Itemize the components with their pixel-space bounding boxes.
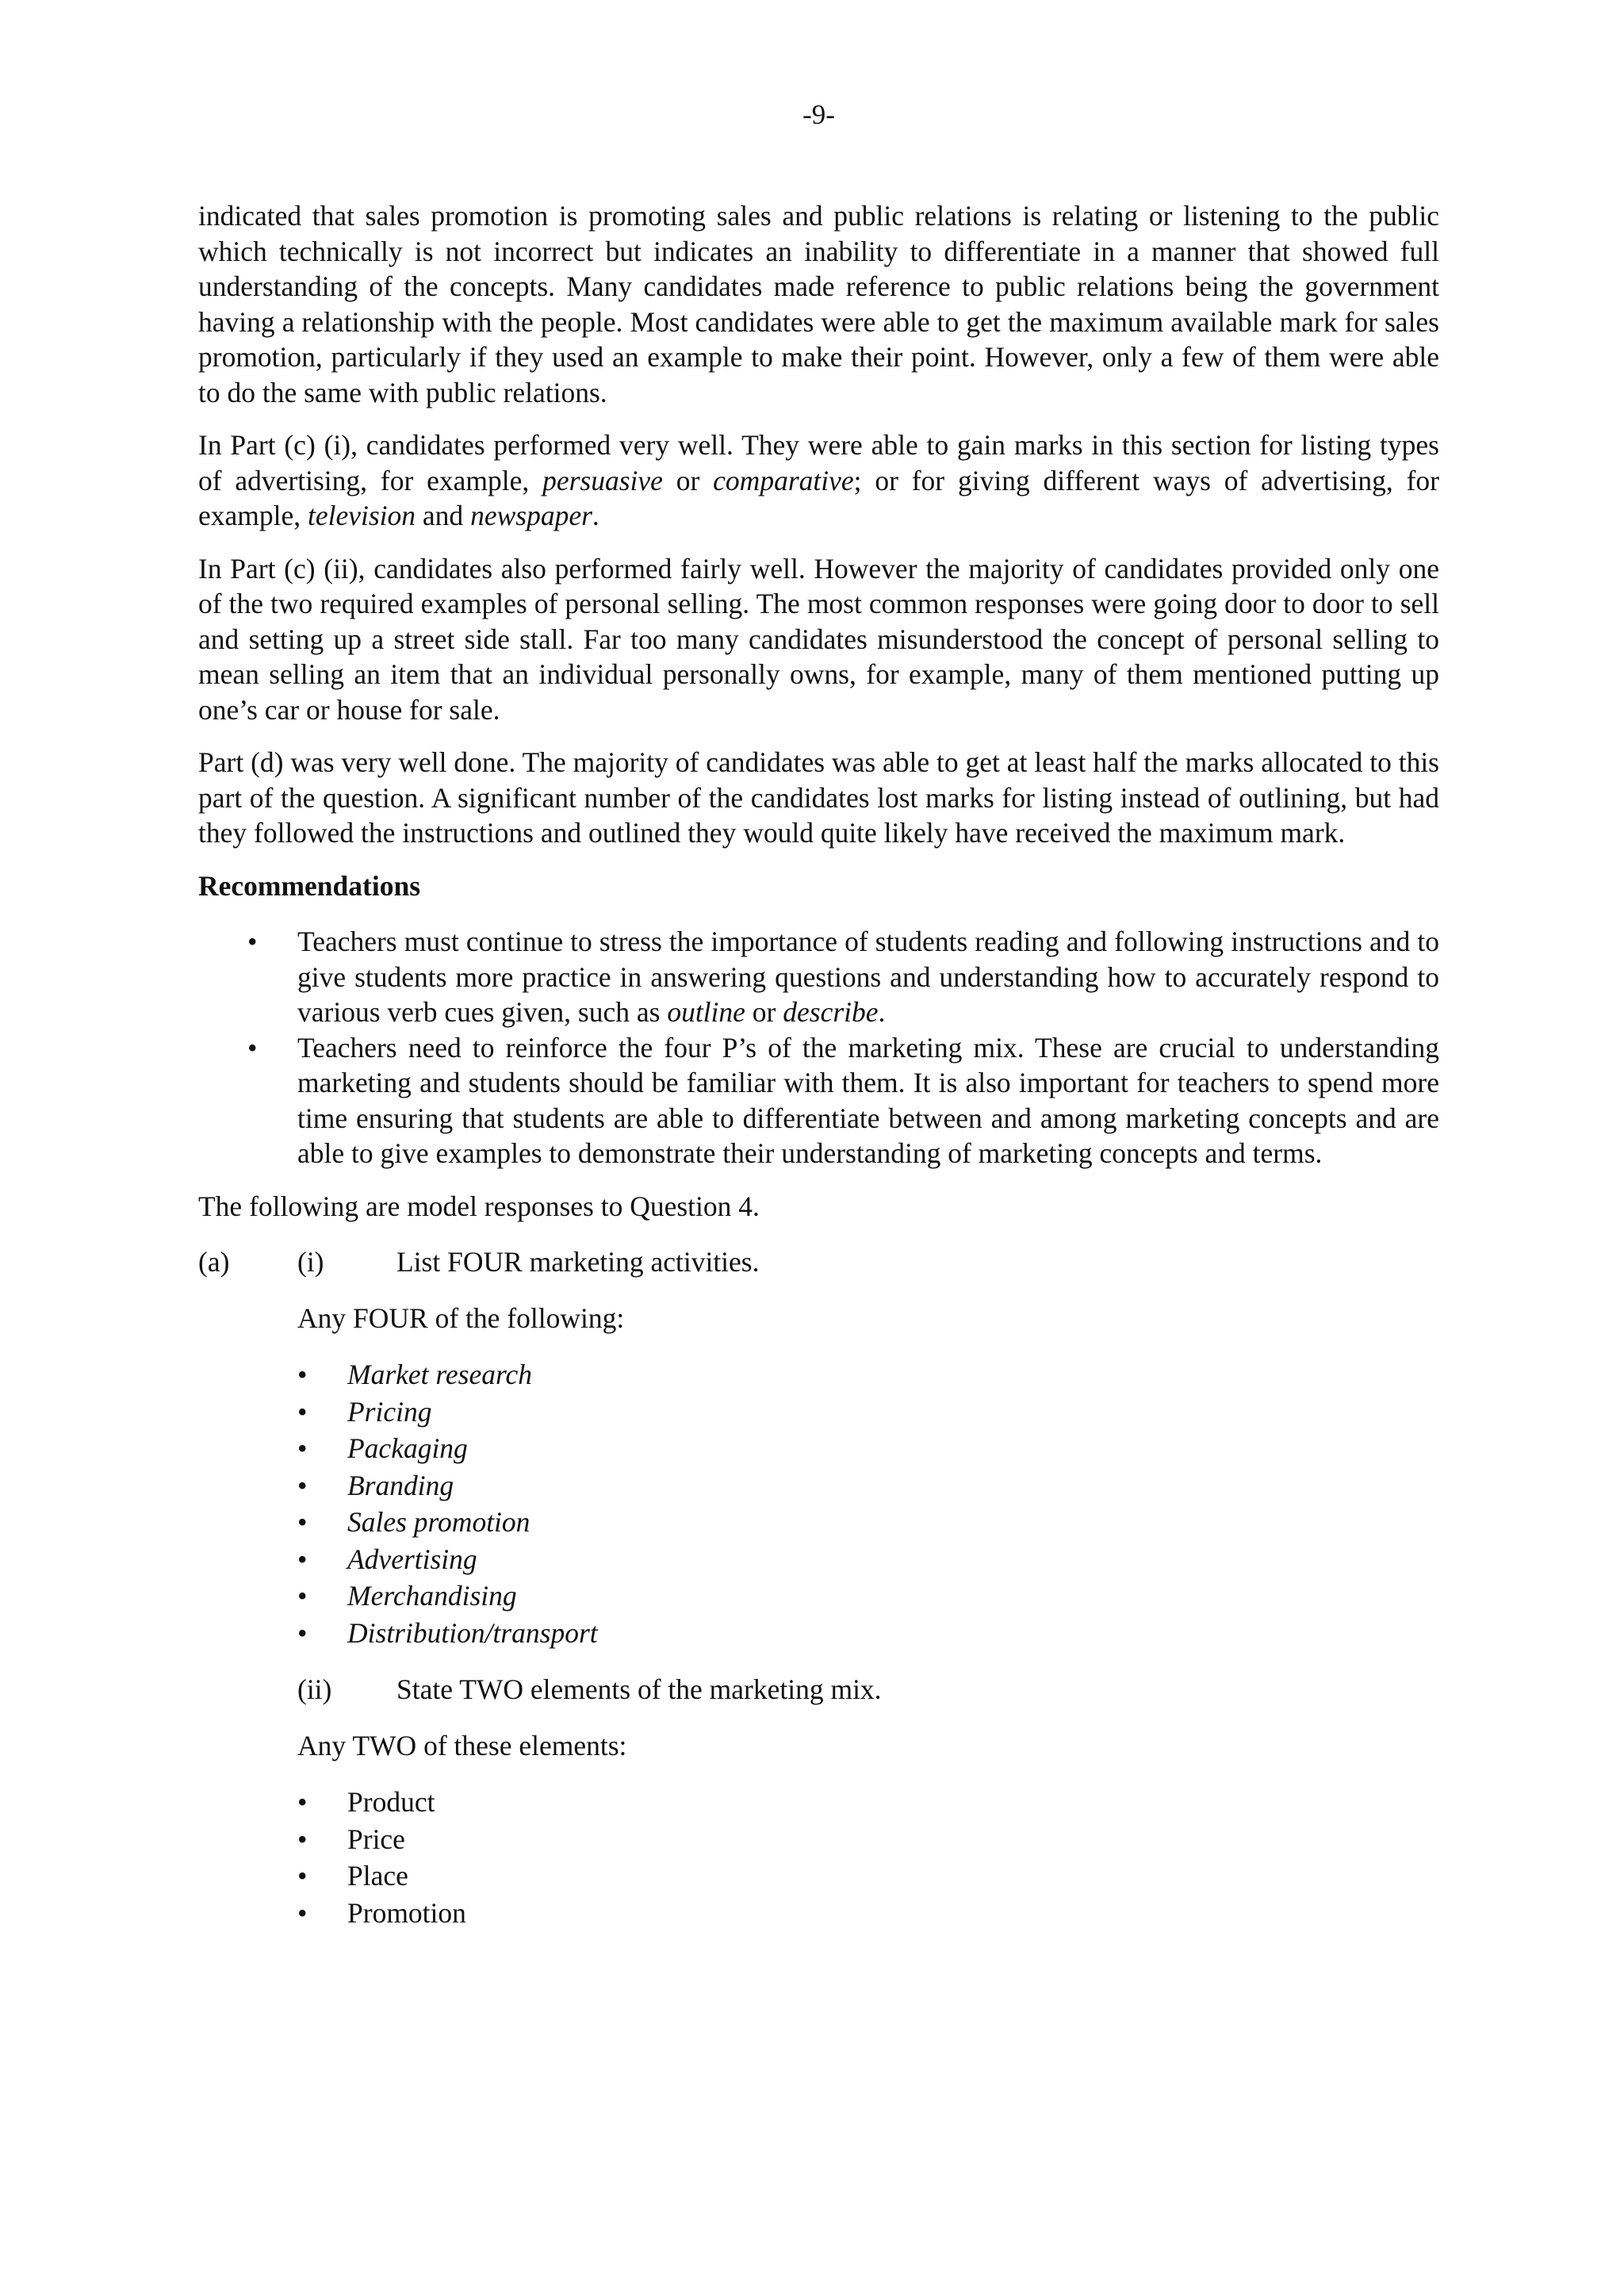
recommendation-text: Teachers need to reinforce the four P’s of the marketing mix. These are crucial to understanding marketing and students should be familiar with them. It is also important for teachers to spend more time ensuring that students are able to differentiate between and among marketing concepts and are able to give examples to demonstrate their understanding of marketing concepts and terms. — [297, 1031, 1439, 1169]
list-item-text: Sales promotion — [347, 1506, 530, 1538]
paragraph-part-d — [198, 745, 1439, 851]
list-item — [198, 1393, 1439, 1431]
italic-term: persuasive — [542, 464, 663, 496]
bullet-icon: • — [297, 1395, 308, 1428]
bullet-icon: • — [297, 1823, 308, 1855]
subquestion-number: (i) — [297, 1246, 324, 1278]
subquestion-text: State TWO elements of the marketing mix. — [396, 1673, 882, 1705]
italic-term: outline — [667, 996, 745, 1028]
list-item — [198, 1821, 1439, 1858]
list-item-text: Price — [347, 1823, 405, 1855]
marketing-activities-list — [198, 1356, 1439, 1651]
bullet-icon: • — [247, 926, 258, 957]
bullet-icon: • — [297, 1616, 308, 1649]
bullet-icon: • — [297, 1580, 308, 1612]
question-label: (a) — [198, 1246, 230, 1278]
bullet-icon: • — [247, 1031, 258, 1064]
paragraph-sales-promotion-feedback — [198, 198, 1439, 410]
list-item-text: Market research — [347, 1359, 532, 1390]
italic-term: comparative — [713, 464, 854, 496]
list-item — [198, 1541, 1439, 1578]
list-item-text: Merchandising — [347, 1580, 517, 1612]
page-number: -9- — [802, 99, 835, 130]
paragraph-text: indicated that sales promotion is promoting sales and public relations is relating or listening to the public which technically is not incorrect but indicates an inability to differentiate in a manner that showed full understanding of the concepts. Many candidates made reference to public relations being the government having a relationship with the people. Most candidates were able to get the maximum available mark for sales promotion, particularly if they used an example to make their point. However, only a few of them were able to do the same with public relations. — [198, 200, 1439, 408]
model-responses-intro: The following are model responses to Question 4. — [198, 1190, 760, 1222]
list-item — [198, 1784, 1439, 1821]
recommendation-text: Teachers must continue to stress the importance of students reading and following instructions and to give students more practice in answering questions and understanding how to accurately respond to various verb cues given, such as — [297, 926, 1439, 1028]
list-item-text: Promotion — [347, 1896, 466, 1929]
bullet-icon: • — [297, 1432, 308, 1464]
bullet-icon: • — [297, 1543, 308, 1575]
paragraph-part-c-i — [198, 427, 1439, 534]
bullet-icon: • — [297, 1896, 308, 1929]
question-a-ii-row — [198, 1672, 1439, 1708]
italic-term: describe — [783, 996, 879, 1028]
paragraph-text: In Part (c) (ii), candidates also performed fairly well. However the majority of candidates provided only one of the two required examples of personal selling. The most common responses were going door to door to sell and setting up a street side stall. Far too many candidates misunderstood the concept of personal selling to mean selling an item that an individual personally owns, for example, many of them mentioned putting up one’s car or house for sale. — [198, 552, 1439, 726]
list-item-text: Product — [347, 1786, 435, 1818]
list-item-text: Branding — [347, 1469, 454, 1501]
bullet-icon: • — [297, 1786, 308, 1818]
subquestion-text: List FOUR marketing activities. — [396, 1246, 760, 1278]
paragraph-text: Part (d) was very well done. The majority of candidates was able to get at least half the marks allocated to this part of the question. A significant number of the candidates lost marks for listing instead of outlining, but had they followed the instructions and outlined they would quite likely have received the maximum mark. — [198, 746, 1439, 849]
marketing-mix-list — [198, 1784, 1439, 1931]
list-item-text: Advertising — [347, 1543, 477, 1575]
paragraph-text: ; or for giving different ways of advertising, for example, — [198, 464, 1440, 531]
italic-term: television — [308, 500, 416, 531]
bullet-icon: • — [297, 1359, 308, 1390]
list-item — [198, 1857, 1439, 1895]
list-item-text: Place — [347, 1860, 408, 1892]
bullet-icon: • — [297, 1506, 308, 1538]
list-item — [198, 1430, 1439, 1467]
recommendations-heading: Recommendations — [198, 869, 421, 902]
bullet-icon: • — [297, 1860, 308, 1892]
list-item-text: Distribution/transport — [347, 1616, 598, 1649]
paragraph-part-c-ii — [198, 551, 1439, 728]
list-item — [198, 1356, 1439, 1393]
answer-instruction: Any TWO of these elements: — [297, 1729, 627, 1761]
list-item-text: Pricing — [347, 1395, 432, 1428]
paragraph-text: or — [662, 464, 714, 496]
bullet-icon: • — [297, 1469, 308, 1501]
italic-term: newspaper — [470, 500, 592, 531]
list-item — [198, 1895, 1439, 1932]
recommendation-text: or — [745, 996, 783, 1028]
list-item — [198, 1577, 1439, 1615]
document-body — [198, 198, 1439, 1952]
recommendation-item — [198, 924, 1439, 1030]
list-item — [198, 1467, 1439, 1504]
recommendation-item — [198, 1030, 1439, 1171]
paragraph-text: and — [416, 500, 471, 531]
paragraph-text: . — [592, 500, 599, 531]
list-item — [198, 1504, 1439, 1541]
paragraph-text: In Part (c) (i), candidates performed very well. They were able to gain marks in this section for listing types of advertising, for example, — [198, 429, 1439, 496]
list-item-text: Packaging — [347, 1432, 468, 1464]
recommendations-list — [198, 924, 1439, 1171]
question-a-i-row — [198, 1244, 1439, 1280]
answer-instruction: Any FOUR of the following: — [297, 1301, 625, 1334]
recommendation-text: . — [878, 996, 886, 1028]
subquestion-number: (ii) — [297, 1673, 332, 1705]
list-item — [198, 1615, 1439, 1652]
